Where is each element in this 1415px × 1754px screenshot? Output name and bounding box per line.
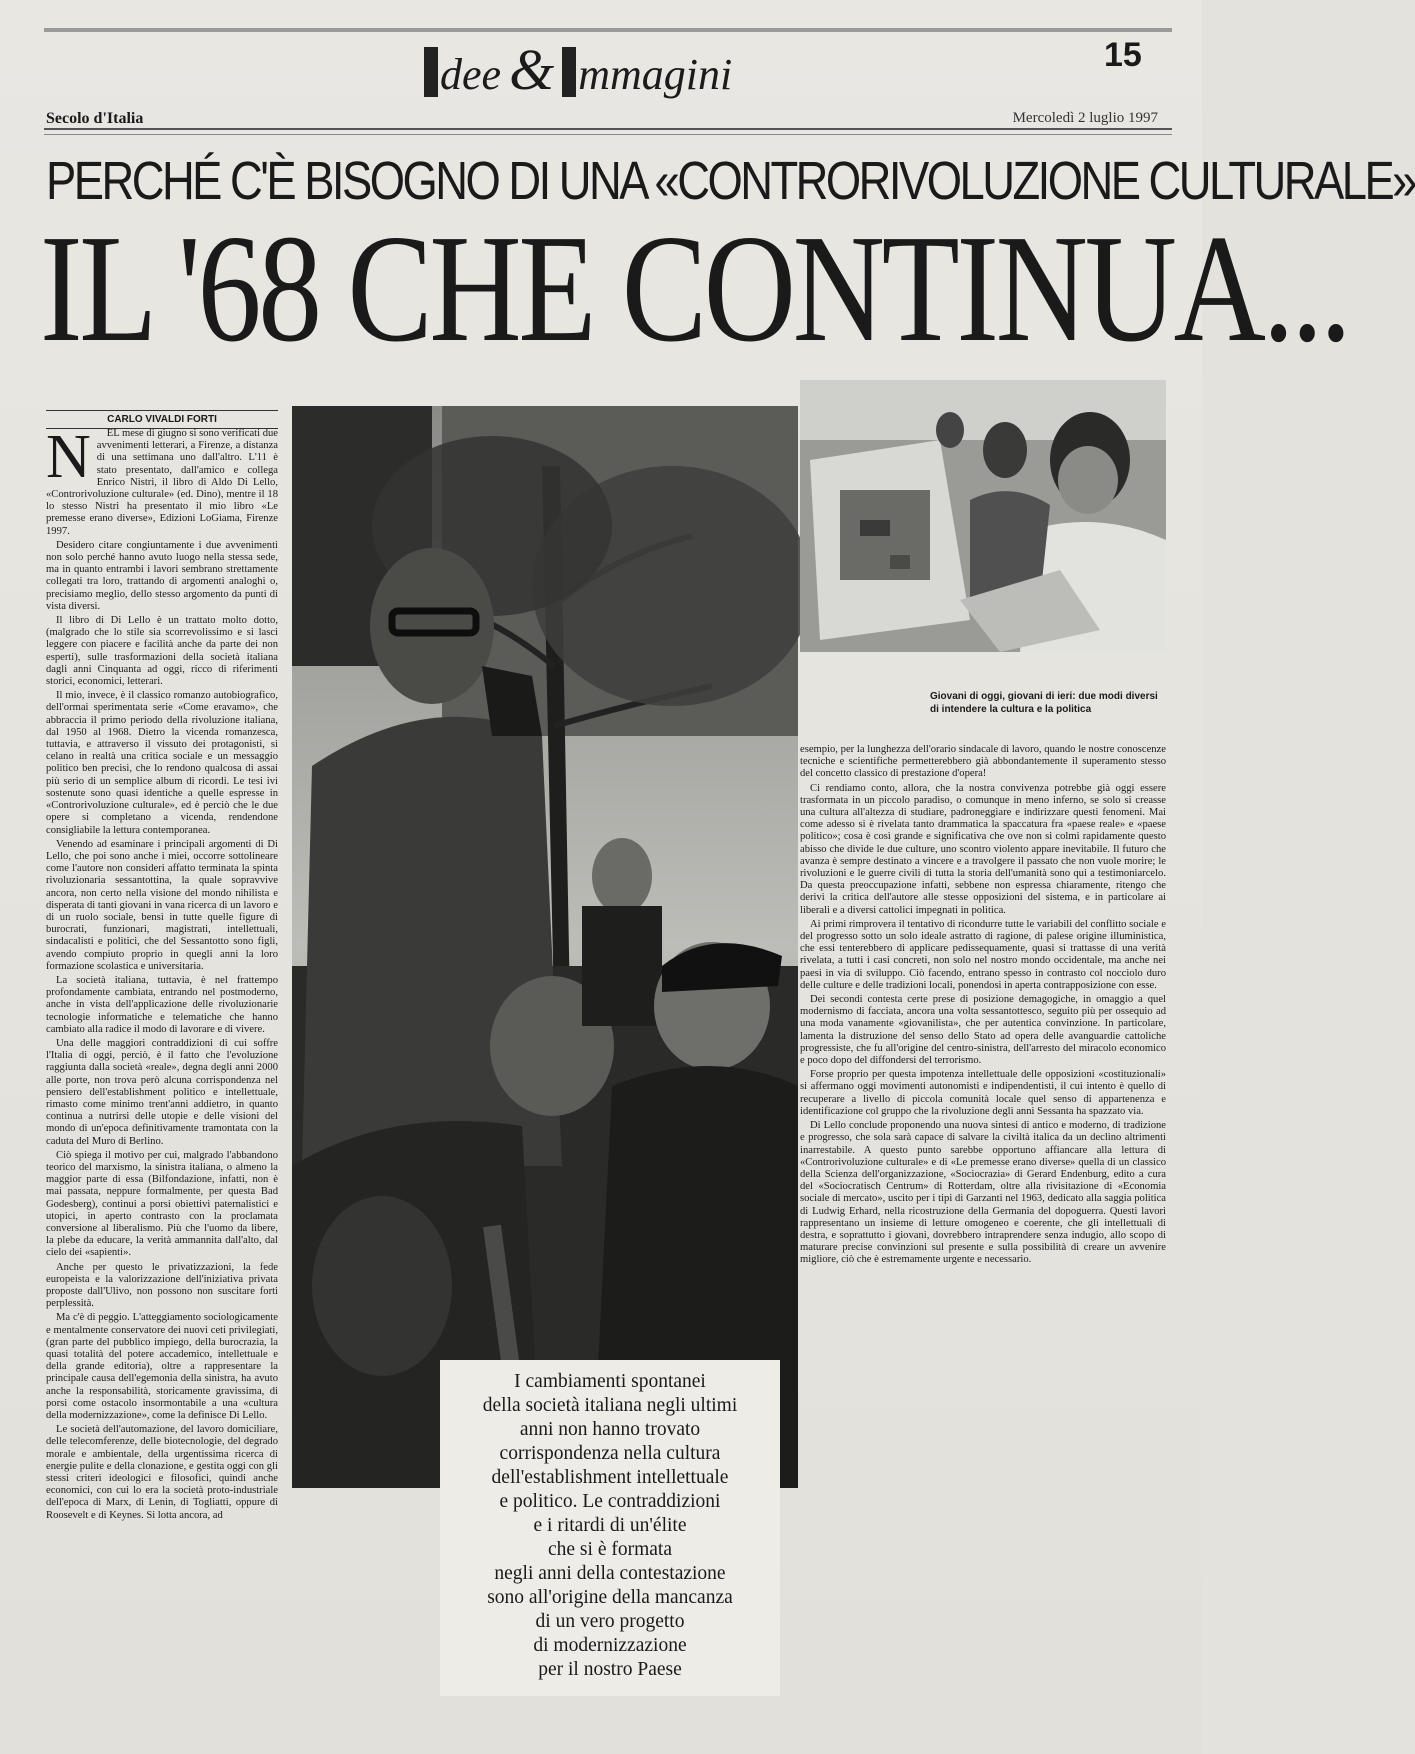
paragraph: Le società dell'automazione, del lavoro domiciliare, delle telecomferenze, delle biotecnologie, del degrado morale e ambientale, della urgentissima ricerca di energie pulite e della clonazione, e gestita oggi con gli stessi criteri ideologici e filosofici, quindi anche economici, con cui lo era la società proto-industriale dell'epoca di Marx, di Lenin, di Togliatti, oppure di Roosevelt e di Keynes. Si lotta ancora, ad	[46, 1424, 278, 1521]
section-title	[424, 36, 784, 106]
article-column-1	[46, 423, 278, 1704]
pull-quote-line: negli anni della contestazione	[494, 1563, 726, 1584]
protest-photo-graphic	[292, 406, 798, 1488]
section-title-suffix: mmagini	[578, 50, 733, 99]
paragraph: EL mese di giugno si sono verificati due avvenimenti letterari, a Firenze, a distanza di una settimana uno dall'altro. L'11 è stato presentato, dall'amico e collega Enrico Nistri, il libro di Aldo Di Lello, «Controrivoluzione culturale» (ed. Dino), mentre il 18 lo stesso Nistri ha presentato il mio libro «Le premesse erano diverse», Edizioni LoGiama, Firenze 1997.	[46, 428, 278, 537]
pull-quote-line: I cambiamenti spontanei	[514, 1371, 706, 1392]
paragraph: Ai primi rimprovera il tentativo di ricondurre tutte le variabili del conflitto sociale e del progresso sotto un solo ideale astratto di ragione, di palese origine illuministica, che essi tenterebbero di applicare pedissequamente, quasi si trattasse di una verità rivelata, a tutti i casi concreti, non solo nel nostro mondo occidentale, ma anche nei paesi in via di sviluppo. Ciò facendo, entrano spesso in contrasto col nocciolo duro delle culture e delle tradizioni locali, ponendosi in aperta contrapposizione con esse.	[800, 918, 1166, 991]
byline: CARLO VIVALDI FORTI	[46, 410, 278, 429]
header-rule-thin	[44, 134, 1172, 135]
paragraph: Ma c'è di peggio. L'atteggiamento sociologicamente e mentalmente conservatore dei nuovi ceti privilegiati, (gran parte del pubblico impiego, della burocrazia, la quasi totalità del potere accademico, intellettuale e della grande editoria), oltre a rappresentare la principale causa dell'egemonia della sinistra, ha avuto anche la responsabilità, storicamente gravissima, di porsi come ostacolo insormontabile a una «cultura della modernizzazione», come la definisce Di Lello.	[46, 1312, 278, 1422]
paragraph: Forse proprio per questa impotenza intellettuale delle opposizioni «costituzionali» si affermano oggi movimenti autonomisti e indipendentisti, il cui intento è quello di recuperare a livello di piccola comunità locale quel senso di appartenenza e identificazione col gruppo che la rivoluzione degli anni Sessanta ha spazzato via.	[800, 1069, 1166, 1117]
pull-quote	[440, 1360, 780, 1696]
paragraph: esempio, per la lunghezza dell'orario sindacale di lavoro, quando le nostre conoscenze tecniche e scientifiche permetterebbero già abbondantemente il superamento stesso del concetto classico di prestazione d'opera!	[800, 744, 1166, 780]
pull-quote-line: per il nostro Paese	[538, 1659, 682, 1680]
section-title-prefix: dee	[440, 50, 502, 99]
section-title-ampersand: &	[509, 37, 555, 102]
protest-photo	[292, 406, 798, 1488]
paragraph: Una delle maggiori contraddizioni di cui soffre l'Italia di oggi, perciò, è il fatto che l'evoluzione raggiunta dalla società «reale», degna degli anni 2000 alle porte, non trova però alcuna corrispondenza nel pensiero dell'establishment politico e intellettuale, rimasto come minimo trent'anni addietro, in quanto continua a nutrirsi delle utopie e delle visioni del mondo di un'epoca definitivamente tramontata con la caduta del Muro di Berlino.	[46, 1037, 278, 1147]
paragraph: Venendo ad esaminare i principali argomenti di Di Lello, che poi sono anche i miei, occorre sottolineare come l'autore non consideri affatto terminata la spinta rivoluzionaria sessantottina, la quale sopravvive ancora, non certo nella visione del mondo nihilista e disperata di tanti giovani in vana ricerca di un lavoro e di un ruolo sociale, bensì in tutte quelle figure di burocrati, funzionari, magistrati, intellettuali, sindacalisti e politici, che del Sessantotto sono figli, avendo compiuto proprio in quegli anni la loro formazione scolastica e universitaria.	[46, 838, 278, 972]
pull-quote-line: della società italiana negli ultimi	[482, 1395, 738, 1416]
paragraph: Desidero citare congiuntamente i due avvenimenti non solo perché hanno avuto luogo nella stessa sede, ma in quanto entrambi i lavori sembrano strettamente collegati tra loro, trattando di argomenti analoghi o, precisiamo meglio, dello stesso argomento da punti di vista diversi.	[46, 539, 278, 612]
masthead: Secolo d'Italia	[46, 110, 144, 127]
pull-quote-line: che si è formata	[548, 1539, 672, 1560]
paragraph: Ci rendiamo conto, allora, che la nostra convivenza potrebbe già oggi essere trasformata in un piccolo paradiso, o comunque in meno inferno, se solo si creasse una cultura all'altezza di studiare, padroneggiare e indirizzare questi fenomeni. Mai come adesso si è rivelata tanto drammatica la spaccatura fra «paese reale» e «paese politico»; cosa è così grande e significativa che ove non si colmi rapidamente questo abisso che divide le due culture, uno scontro violento appare inevitabile. Il futuro che avanza è sempre destinato a vincere e a travolgere il passato che non vuole morire; le rivoluzioni e le guerre civili di tutta la storia dell'umanità sono qui a testimoniarcelo. Da questa preoccupazione infatti, sebbene non espressa chiaramente, ritengo che derivi la critica dell'autore alle stesse opposizioni del sistema, e in particolare ai liberali e a diversi cattolici impegnati in politica.	[800, 782, 1166, 916]
paragraph: Il mio, invece, è il classico romanzo autobiografico, dell'ormai sperimentata serie «Come eravamo», che abbraccia il primo periodo della rivoluzione italiana, dal 1950 al 1968. Dietro la vicenda romanzesca, tuttavia, e attraverso il vissuto dei protagonisti, si celano in realtà una critica sociale e un messaggio politico ben precisi, che lo rendono qualcosa di assai più serio di un semplice album di ricordi. Le tesi ivi sostenute sono quasi identiche a quelle espresse in «Controrivoluzione culturale», ed è perciò che le due opere si completano a vicenda, rendendone consigliabile la lettura contemporanea.	[46, 690, 278, 836]
dropcap: N	[46, 423, 91, 491]
paragraph: Ciò spiega il motivo per cui, malgrado l'abbandono teorico del marxismo, la sinistra italiana, o almeno la maggior parte di essa (Bilfondazione, infatti, non è mai passata, neppure formalmente, per questa Bad Godesberg), continui a porsi obiettivi paternalistici e utopici, in aperto contrasto con la proclamata conversione al liberalismo. Più che l'uomo da libere, la plebe da educare, la verità ammannita dall'alto, dal cielo dei «sapienti».	[46, 1149, 278, 1259]
computer-lab-photo-graphic	[800, 380, 1166, 652]
paragraph: La società italiana, tuttavia, è nel frattempo profondamente cambiata, entrando nel postmoderno, anche in vista dell'applicazione delle rivoluzionarie tecnologie informatiche e telematiche che hanno cambiato alla radice il modo di lavorare e di vivere.	[46, 974, 278, 1035]
top-rule	[44, 28, 1172, 32]
pull-quote-line: dell'establishment intellettuale	[491, 1467, 729, 1488]
dateline: Mercoledì 2 luglio 1997	[1012, 110, 1158, 126]
page-number: 15	[1104, 36, 1142, 74]
paragraph: Dei secondi contesta certe prese di posizione demagogiche, in omaggio a quel modernismo di facciata, ancora una volta sessantottesco, seguito più per ossequio ad una moda vanamente «giovanilista», che per autentica convinzione. In particolare, lamenta la distruzione del senso dello Stato ad opera delle avanguardie cattoliche progressiste, che fu all'origine del centro-sinistra, dell'arresto del miracolo economico e poco dopo del diffondersi del terrorismo.	[800, 994, 1166, 1067]
computer-lab-photo	[800, 380, 1166, 652]
paragraph: Il libro di Di Lello è un trattato molto dotto, (malgrado che lo stile sia scorrevolissimo e si lasci leggere con piacere e facilità anche da parte dei non esperti), sulle trasformazioni della società italiana dagli anni Cinquanta ad oggi, ricco di riferimenti storici, economici, letterari.	[46, 615, 278, 688]
photo-caption: Giovani di oggi, giovani di ieri: due modi diversi di intendere la cultura e la politica	[930, 691, 1158, 715]
title-bar-i-2	[562, 47, 576, 97]
pull-quote-line: di modernizzazione	[533, 1635, 687, 1656]
paragraph: Anche per questo le privatizzazioni, la fede europeista e la valorizzazione dell'iniziativa privata proposte dall'Ulivo, non possono non suscitare forti perplessità.	[46, 1261, 278, 1310]
article-column-3	[800, 744, 1166, 1704]
paragraph: Di Lello conclude proponendo una nuova sintesi di antico e moderno, di tradizione e progresso, che sola sarà capace di salvare la civiltà italica da un declino altrimenti inarrestabile. A questo punto sarebbe opportuno affiancare alla lettura di «Controrivoluzione culturale» e di «Le premesse erano diverse» quella di un classico della Scienza dell'organizzazione, «Sociocrazia» di Gerard Endenburg, edito a cura del «Sociocratisch Centrum» di Rotterdam, oltre alla rivisitazione di «Economia sociale di mercato», uscito per i tipi di Garzanti nel 1963, dedicato alla saggia politica di Ludwig Erhard, nella ricostruzione della Germania del dopoguerra. Questi lavori rappresentano un insieme di letture omogeneo e coerente, che gli intellettuali di destra, e soprattutto i giovani, dovrebbero intraprendere senza indugio, allo scopo di maturare precise convinzioni sul presente e sulla possibilità di creare un avvenire migliore, ciò che è estremamente urgente e necessario.	[800, 1120, 1166, 1266]
pull-quote-line: sono all'origine della mancanza	[487, 1587, 733, 1608]
pull-quote-line: corrispondenza nella cultura	[499, 1443, 721, 1464]
headline: IL '68 CHE CONTINUA...	[40, 204, 1349, 374]
pull-quote-line: e i ritardi di un'élite	[533, 1515, 687, 1536]
header-rule	[44, 128, 1172, 130]
pull-quote-line: di un vero progetto	[535, 1611, 685, 1632]
kicker: PERCHÉ C'È BISOGNO DI UNA «CONTRORIVOLUZIONE CULTURALE»	[46, 151, 1415, 211]
title-bar-i-1	[424, 47, 438, 97]
pull-quote-line: anni non hanno trovato	[519, 1419, 701, 1440]
pull-quote-line: e politico. Le contraddizioni	[499, 1491, 721, 1512]
